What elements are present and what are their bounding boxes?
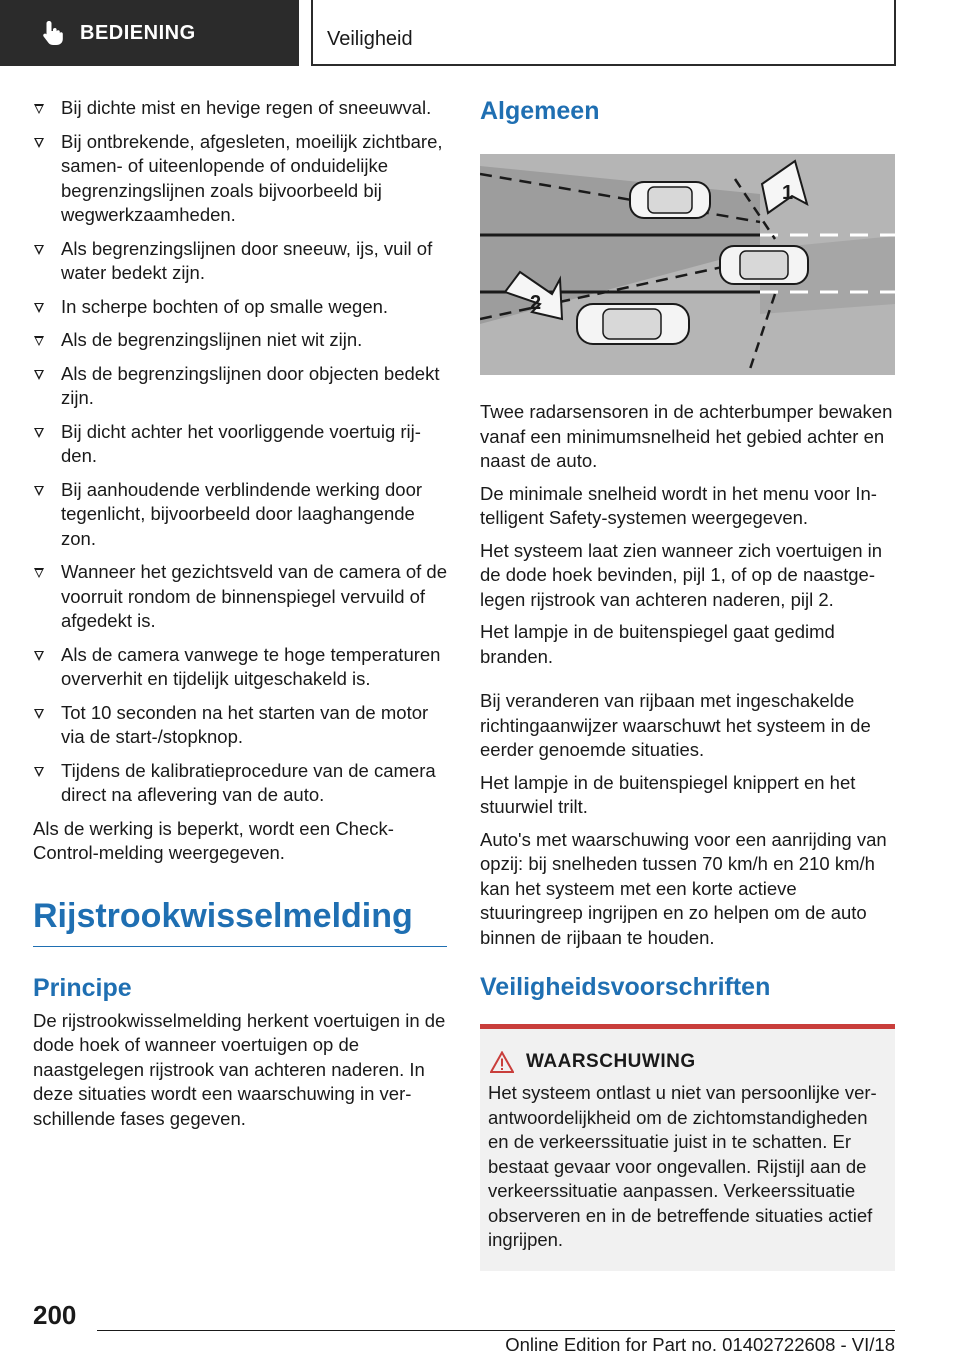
section-header <box>311 0 896 66</box>
limitation-text: Als de begrenzingslijnen niet wit zijn. <box>61 329 363 350</box>
bullet-triangle-icon <box>34 767 44 777</box>
warning-triangle-icon <box>490 1051 514 1073</box>
page-number: 200 <box>33 1300 77 1330</box>
bullet-triangle-icon <box>34 370 44 380</box>
arrow-2-label: 2 <box>530 292 542 314</box>
limitation-text: Bij ontbrekende, afgesleten, moeilijk zichtbare, samen- of uiteenlopende of onduidelijke begrenzingslijnen zoals bijvoorbeeld bij wegwerkzaamheden. <box>61 130 443 225</box>
paragraph-6: Het lampje in de buitenspiegel knippert en het stuurwiel trilt. <box>480 771 856 817</box>
bullet-triangle-icon <box>34 138 44 148</box>
bullet-triangle-icon <box>34 486 44 496</box>
paragraph-7: Auto's met waarschuwing voor een aanrijding van opzij: bij snelheden tussen 70 km/h en 210 km/h kan het systeem met een korte actieve stuuringreep ingrijpen en zo helpen om de auto binnen de rijbaan te houden. <box>480 828 887 948</box>
paragraph-1: Twee radarsensoren in de achterbumper bewaken vanaf een minimumsnelheid het gebied achter en naast de auto. <box>480 401 893 471</box>
bullet-triangle-icon <box>34 245 44 255</box>
limitation-item <box>33 328 447 353</box>
limitation-text: Als begrenzingslijnen door sneeuw, ijs, vuil of water bedekt zijn. <box>61 237 433 283</box>
car-approaching <box>577 304 689 344</box>
limitation-text: Tijdens de kalibratieprocedure van de camera direct na aflevering van de auto. <box>61 759 436 805</box>
warning-title: WAARSCHUWING <box>526 1051 696 1072</box>
car-blindspot <box>630 182 710 218</box>
paragraph-3: Het systeem laat zien wanneer zich voertuigen in de dode hoek bevinden, pijl 1, of op de naastgelegen rijstrook van achteren naderen, pijl 2. <box>480 539 883 610</box>
check-control-note: Als de werking is beperkt, wordt een Check-Control-melding weergegeven. <box>33 817 394 863</box>
arrow-1-label: 1 <box>782 182 794 204</box>
limitation-item <box>33 643 447 692</box>
chapter-tab[interactable] <box>0 0 299 66</box>
algemeen-heading: Algemeen <box>480 97 600 125</box>
principe-paragraph: De rijstrookwisselmelding herkent voertuigen in de dode hoek of wanneer voertuigen op de naastgelegen rijstrook van achteren naderen. In deze situaties wordt een waarschuwing in verschillende fases gegeven. <box>33 1009 446 1129</box>
chapter-label: BEDIENING <box>80 21 196 44</box>
car-own <box>720 246 808 284</box>
bullet-triangle-icon <box>34 104 44 114</box>
bullet-triangle-icon <box>34 709 44 719</box>
principe-heading: Principe <box>33 973 132 1002</box>
lane-change-illustration <box>480 154 895 375</box>
safety-heading: Veiligheidsvoorschriften <box>480 973 771 1001</box>
limitation-item <box>33 362 447 411</box>
right-column <box>480 96 895 1271</box>
limitation-item <box>33 420 447 469</box>
limitation-text: Wanneer het gezichtsveld van de camera of de voorruit rondom de binnenspiegel vervuild of afgedekt is. <box>61 561 447 631</box>
paragraph-4: Het lampje in de buitenspiegel gaat gedimd branden. <box>480 621 835 667</box>
limitation-text: Tot 10 seconden na het starten van de motor via de start-/stopknop. <box>61 701 429 747</box>
section-label: Veiligheid <box>327 28 413 50</box>
warning-box <box>480 1024 895 1271</box>
hand-pointer-icon <box>42 20 64 46</box>
limitation-item <box>33 237 447 286</box>
bullet-triangle-icon <box>34 651 44 661</box>
limitation-item <box>33 96 447 121</box>
limitation-text: Bij dicht achter het voorliggende voertuig rijden. <box>61 420 421 466</box>
warning-header <box>488 1051 887 1073</box>
limitation-item <box>33 759 447 808</box>
limitations-list <box>33 96 447 808</box>
bullet-triangle-icon <box>34 303 44 313</box>
paragraph-5: Bij veranderen van rijbaan met ingeschakelde richtingaanwijzer waarschuwt het systeem in de eerder genoemde situaties. <box>480 690 871 760</box>
limitation-item <box>33 701 447 750</box>
limitation-text: Als de begrenzingslijnen door objecten bedekt zijn. <box>61 362 440 408</box>
limitation-text: Als de camera vanwege te hoge temperaturen oververhit en tijdelijk uitgeschakeld is. <box>61 643 441 689</box>
limitation-item <box>33 130 447 228</box>
limitation-text: Bij aanhoudende verblindende werking door tegenlicht, bijvoorbeeld door laaghangende zon. <box>61 478 423 549</box>
limitation-item <box>33 560 447 634</box>
bullet-triangle-icon <box>34 336 44 346</box>
warning-text: Het systeem ontlast u niet van persoonlijke verantwoordelijkheid om de zichtomstandigheden en de verkeerssituatie juist in te schatten. Er bestaat gevaar voor ongevallen. Rijstijl aan de verkeerssituatie aanpassen. Verkeerssituatie observeren en in de betreffende situaties actief ingrijpen. <box>488 1082 877 1250</box>
chapter-heading: Rijstrookwisselmelding <box>33 896 447 947</box>
limitation-item <box>33 295 447 320</box>
left-column <box>33 96 447 1139</box>
bullet-triangle-icon <box>34 428 44 438</box>
bullet-triangle-icon <box>34 568 44 578</box>
paragraph-2: De minimale snelheid wordt in het menu voor Intelligent Safety-systemen weergegeven. <box>480 482 877 528</box>
footer-rule <box>97 1330 895 1331</box>
limitation-text: In scherpe bochten of op smalle wegen. <box>61 295 389 317</box>
limitation-text: Bij dichte mist en hevige regen of sneeuwval. <box>61 97 432 118</box>
limitation-item <box>33 478 447 552</box>
edition-footer: Online Edition for Part no. 01402722608 - VI/18 <box>505 1334 895 1355</box>
